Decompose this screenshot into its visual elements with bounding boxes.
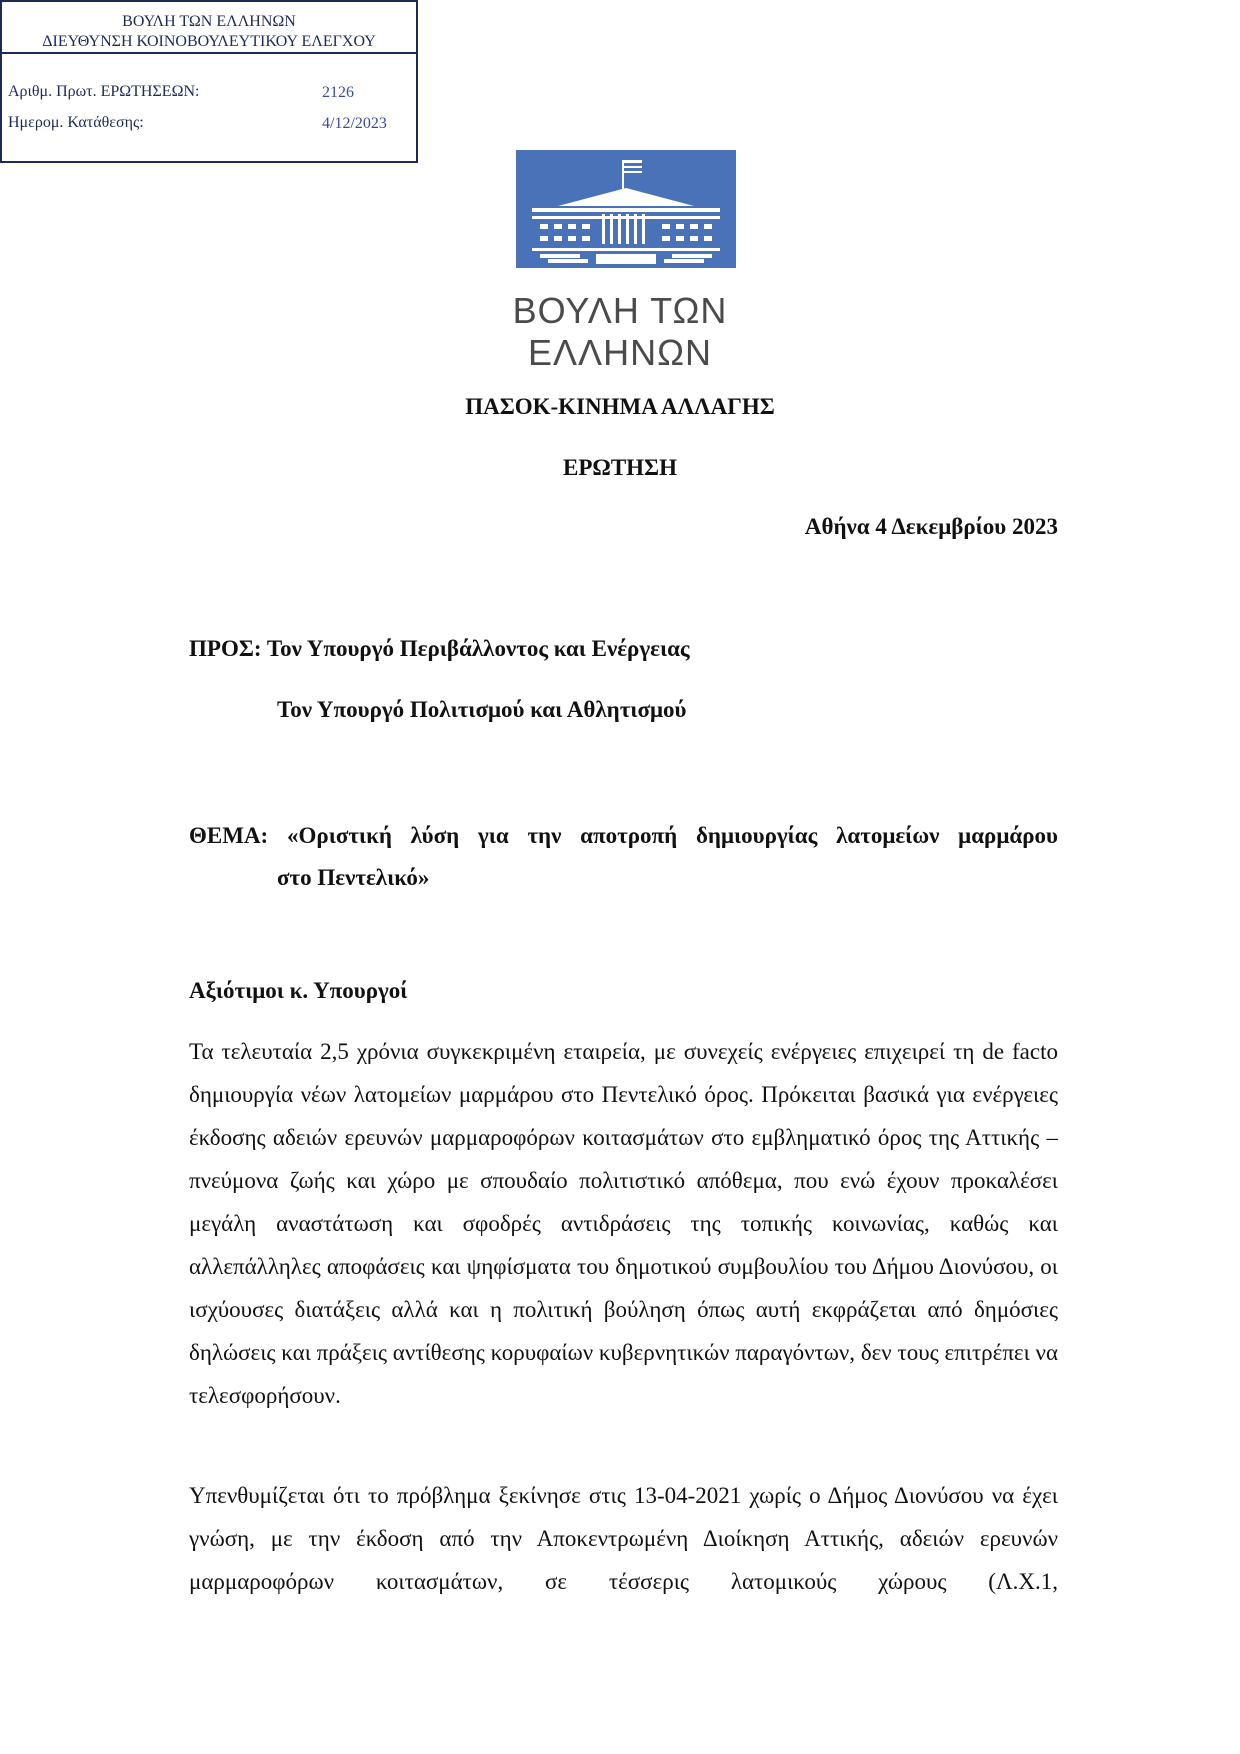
stamp-line-2: ΔΙΕΥΘΥΝΣΗ ΚΟΙΝΟΒΟΥΛΕΥΤΙΚΟΥ ΕΛΕΓΧΟΥ xyxy=(42,33,376,50)
subject-line-1: ΘΕΜΑ: «Οριστική λύση για την αποτροπή δημιουργίας λατομείων μαρμάρου xyxy=(189,823,1058,848)
stamp-line-1: ΒΟΥΛΗ ΤΩΝ ΕΛΛΗΝΩΝ xyxy=(122,13,296,30)
salutation: Αξιότιμοι κ. Υπουργοί xyxy=(189,978,408,1003)
logo-wordmark: ΒΟΥΛΗ ΤΩΝ ΕΛΛΗΝΩΝ xyxy=(512,290,728,373)
recipient-line-2: Τον Υπουργό Πολιτισμού και Αθλητισμού xyxy=(277,697,687,722)
protocol-number: 2126 xyxy=(322,84,354,101)
party-name: ΠΑΣΟΚ-ΚΙΝΗΜΑ ΑΛΛΑΓΗΣ xyxy=(465,394,775,419)
stamp-protocol-row xyxy=(8,83,354,101)
subject-line-2: στο Πεντελικό» xyxy=(277,865,430,890)
recipient-line-1: ΠΡΟΣ: Τον Υπουργό Περιβάλλοντος και Ενέργειας xyxy=(189,636,690,661)
filing-date-label: Ημερομ. Κατάθεσης: xyxy=(8,114,144,131)
body-paragraph-2: Υπενθυμίζεται ότι το πρόβλημα ξεκίνησε στις 13-04-2021 χωρίς ο Δήμος Διονύσου να έχει γνώση, με την έκδοση από την Αποκεντρωμένη Διοίκηση Αττικής, αδειών ερευνών μαρμαροφόρων κοιτασμάτων, σε τέσσερις λατομικούς χώρους (Λ.Χ.1, xyxy=(189,1483,1058,1594)
stamp-date-row xyxy=(8,114,387,132)
place-date: Αθήνα 4 Δεκεμβρίου 2023 xyxy=(804,514,1058,539)
protocol-label: Αριθμ. Πρωτ. ΕΡΩΤΗΣΕΩΝ: xyxy=(8,83,200,100)
document-type: ΕΡΩΤΗΣΗ xyxy=(563,455,677,480)
subject xyxy=(189,815,1058,899)
protocol-stamp xyxy=(0,0,418,163)
body-paragraph-1: Τα τελευταία 2,5 χρόνια συγκεκριμένη εταιρεία, με συνεχείς ενέργειες επιχειρεί τη de facto δημιουργία νέων λατομείων μαρμάρου στο Πεντελικό όρος. Πρόκειται βασικά για ενέργειες έκδοσης αδειών ερευνών μαρμαροφόρων κοιτασμάτων στο εμβληματικό όρος της Αττικής – πνεύμονα ζωής και χώρο με σπουδαίο πολιτιστικό απόθεμα, που ενώ έχουν προκαλέσει μεγάλη αναστάτωση και σφοδρές αντιδράσεις της τοπικής κοινωνίας, καθώς και αλλεπάλληλες αποφάσεις και ψηφίσματα του δημοτικού συμβουλίου του Δήμου Διονύσου, οι ισχύουσες διατάξεις αλλά και η πολιτική βούληση όπως αυτή εκφράζεται από δημόσιες δηλώσεις και πράξεις αντίθεσης κορυφαίων κυβερνητικών παραγόντων, δεν τους επιτρέπει να τελεσφορήσουν. xyxy=(189,1039,1058,1408)
filing-date: 4/12/2023 xyxy=(322,115,387,132)
stamp-header xyxy=(2,2,416,54)
